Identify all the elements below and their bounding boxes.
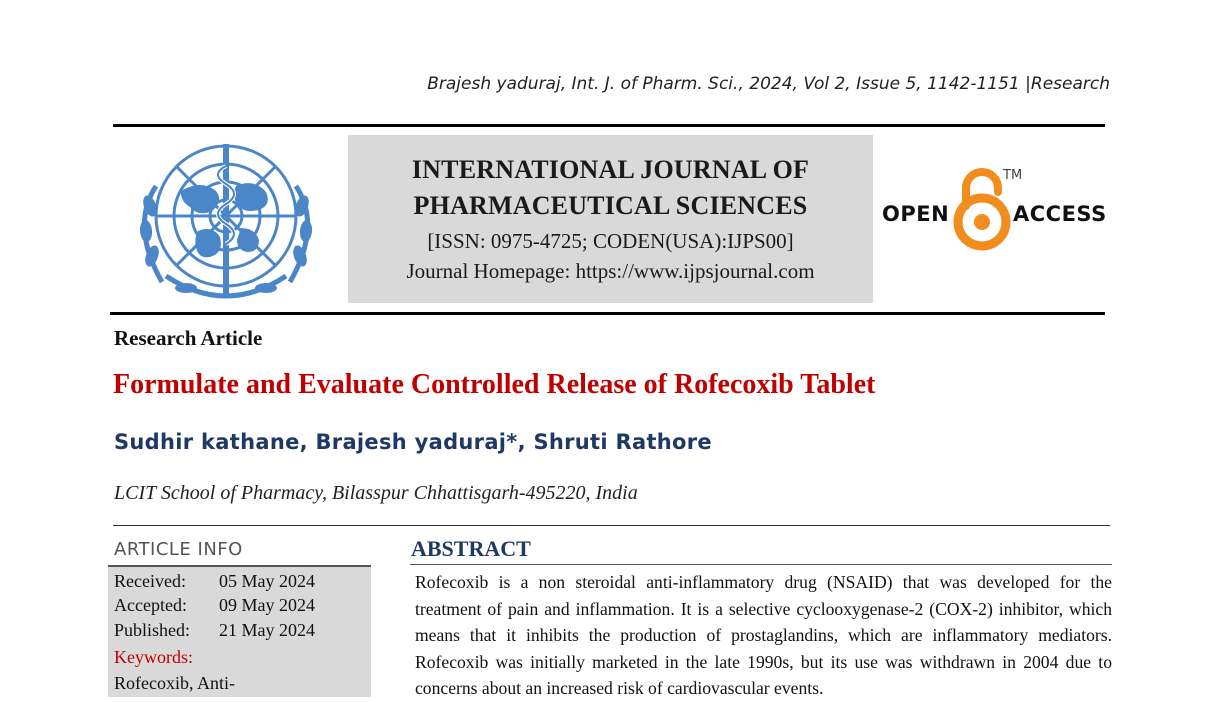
open-access-open-text: OPEN xyxy=(882,202,950,226)
open-access-logo xyxy=(880,166,1110,256)
accepted-date: 09 May 2024 xyxy=(219,595,315,615)
received-date: 05 May 2024 xyxy=(219,571,315,591)
running-header-citation: Brajesh yaduraj, Int. J. of Pharm. Sci., 2024, Vol 2, Issue 5, 1142-1151 |Research xyxy=(427,74,1110,94)
journal-name-line2: PHARMACEUTICAL SCIENCES xyxy=(413,191,808,220)
received-row xyxy=(114,571,315,592)
journal-name-line1: INTERNATIONAL JOURNAL OF xyxy=(411,155,810,184)
article-authors: Sudhir kathane, Brajesh yaduraj*, Shruti Rathore xyxy=(114,430,712,454)
published-label: Published: xyxy=(114,620,191,640)
journal-emblem-logo xyxy=(126,136,326,308)
journal-issn: [ISSN: 0975-4725; CODEN(USA):IJPS00] xyxy=(427,229,794,253)
abstract-body: Rofecoxib is a non steroidal anti-inflammatory drug (NSAID) that was developed for the treatment of pain and inflammation. It is a selective cyclooxygenase-2 (COX-2) inhibitor, which means that it inhibits the production of prostaglandins, which are inflammatory mediators. Rofecoxib was initially marketed in the late 1990s, but its use was withdrawn in 2004 due to concerns about an increased risk of cardiovascular events. xyxy=(415,572,1112,698)
open-access-access-text: ACCESS xyxy=(1013,202,1107,226)
keywords-label: Keywords: xyxy=(114,647,193,667)
keywords-text: Rofecoxib, Anti- xyxy=(114,673,235,693)
abstract-heading: ABSTRACT xyxy=(411,536,531,561)
published-date: 21 May 2024 xyxy=(219,620,315,640)
abstract-rule xyxy=(410,564,1112,565)
accepted-label: Accepted: xyxy=(114,595,187,615)
article-affiliation: LCIT School of Pharmacy, Bilasspur Chhattisgarh-495220, India xyxy=(114,482,638,504)
published-row xyxy=(114,620,315,641)
received-label: Received: xyxy=(114,571,186,591)
header-rule-bottom xyxy=(110,312,1105,315)
section-divider xyxy=(113,525,1110,526)
journal-homepage: Journal Homepage: https://www.ijpsjournal.com xyxy=(406,259,815,283)
article-info-heading: ARTICLE INFO xyxy=(114,539,243,560)
header-rule-top xyxy=(113,124,1105,127)
article-title: Formulate and Evaluate Controlled Release of Rofecoxib Tablet xyxy=(113,369,876,400)
article-info-box xyxy=(108,565,371,697)
article-type: Research Article xyxy=(114,326,263,350)
accepted-row xyxy=(114,595,315,616)
open-access-tm: TM xyxy=(1003,168,1023,183)
journal-masthead xyxy=(348,135,873,303)
